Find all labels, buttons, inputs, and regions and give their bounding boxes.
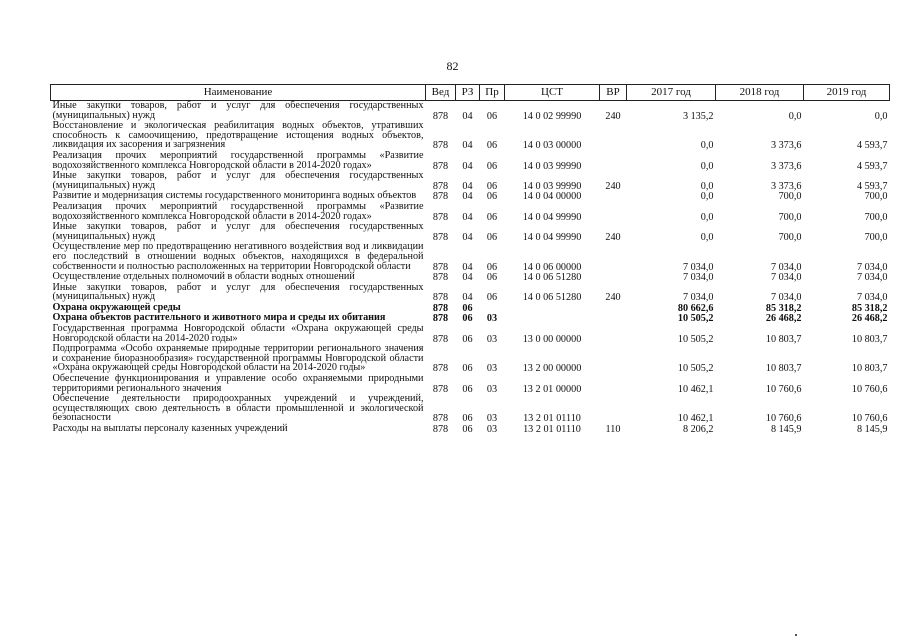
cell-name: Охрана окружающей среды — [52, 301, 181, 313]
table-row — [51, 121, 890, 151]
cell-cst: 14 0 04 99990 — [522, 211, 582, 223]
cell-cst: 13 0 00 00000 — [522, 333, 582, 345]
cell-rz: 06 — [462, 424, 473, 435]
page-number: 82 — [446, 59, 459, 73]
cell-2019: 7 034,0 — [856, 261, 888, 273]
cell-rz: 04 — [462, 191, 473, 203]
budget-table — [50, 84, 890, 435]
cell-2018: 3 373,6 — [770, 160, 802, 172]
cell-pr: 03 — [486, 363, 498, 375]
header-ved: Вед — [426, 85, 456, 101]
cell-cst: 14 0 02 99990 — [522, 110, 582, 122]
cell-ved: 878 — [432, 424, 449, 435]
cell-rz: 04 — [462, 272, 473, 284]
cell-vr — [600, 394, 627, 424]
cell-cst: 14 0 04 00000 — [522, 191, 582, 203]
cell-ved: 878 — [432, 313, 449, 325]
cell-2018: 0,0 — [788, 110, 802, 122]
cell-2019: 7 034,0 — [856, 292, 888, 304]
cell-2017: 10 505,2 — [677, 363, 714, 375]
cell-name: Охрана объектов растительного и животного мира и среды их обитания — [52, 312, 386, 324]
cell-ved: 878 — [432, 413, 449, 425]
cell-ved: 878 — [432, 211, 449, 223]
cell-pr: 06 — [486, 160, 498, 172]
cell-2018: 10 760,6 — [765, 413, 802, 425]
cell-vr: 110 — [605, 424, 621, 435]
cell-rz: 06 — [462, 333, 473, 345]
cell-pr: 06 — [486, 231, 498, 243]
cell-cst: 13 2 01 01110 — [523, 413, 581, 425]
cell-name: Обеспечение функционирования и управление особо охраняемыми природными территориями регионального значения — [52, 373, 424, 394]
cell-rz: 04 — [462, 261, 473, 273]
cell-2018: 26 468,2 — [765, 313, 802, 325]
table-row — [51, 424, 890, 435]
cell-name: Осуществление отдельных полномочий в области водных отношений — [52, 271, 355, 283]
cell-2018: 7 034,0 — [770, 272, 802, 284]
cell-pr: 06 — [486, 140, 498, 152]
table-row — [51, 101, 890, 122]
cell-vr — [600, 344, 627, 374]
cell-pr: 06 — [486, 292, 498, 304]
cell-ved: 878 — [432, 292, 449, 304]
cell-cst: 14 0 06 51280 — [522, 292, 582, 304]
cell-2019: 26 468,2 — [851, 313, 888, 325]
cell-rz: 06 — [462, 302, 473, 314]
cell-vr — [600, 324, 627, 344]
cell-rz: 04 — [462, 110, 473, 122]
cell-2017: 3 135,2 — [682, 110, 714, 122]
cell-rz: 04 — [462, 211, 473, 223]
cell-2019: 4 593,7 — [856, 140, 888, 152]
cell-vr: 240 — [605, 292, 621, 304]
cell-cst: 13 2 01 01110 — [523, 424, 581, 435]
table-row — [51, 202, 890, 222]
cell-2018: 85 318,2 — [765, 302, 802, 314]
table-body — [51, 101, 890, 435]
header-2018: 2018 год — [716, 85, 804, 101]
cell-2018: 8 145,9 — [770, 424, 802, 435]
cell-2017: 8 206,2 — [682, 424, 714, 435]
cell-2017: 10 505,2 — [677, 333, 714, 345]
header-2017: 2017 год — [627, 85, 716, 101]
cell-2019: 10 803,7 — [851, 363, 888, 375]
cell-2017: 10 505,2 — [677, 313, 714, 325]
cell-ved: 878 — [432, 272, 449, 284]
cell-pr: 03 — [486, 333, 498, 345]
cell-2018: 10 803,7 — [765, 363, 802, 375]
cell-2018: 700,0 — [778, 211, 802, 223]
cell-rz: 04 — [462, 140, 473, 152]
cell-2017: 10 462,1 — [677, 413, 714, 425]
cell-cst: 14 0 03 99990 — [522, 180, 582, 192]
cell-ved: 878 — [432, 140, 449, 152]
cell-2019: 10 803,7 — [851, 333, 888, 345]
cell-ved: 878 — [432, 180, 449, 192]
cell-name: Осуществление мер по предотвращению негативного воздействия вод и ликвидации его последствий в отношении водных объектов, находящихся в федеральной собственности и полностью расположенных на территории Новгородской области — [52, 241, 424, 272]
cell-2018: 10 803,7 — [765, 333, 802, 345]
cell-vr — [600, 374, 627, 394]
cell-2018: 3 373,6 — [770, 140, 802, 152]
cell-2019: 8 145,9 — [856, 424, 888, 435]
cell-2018: 700,0 — [778, 191, 802, 203]
cell-2019: 85 318,2 — [851, 302, 888, 314]
header-2019: 2019 год — [804, 85, 890, 101]
cell-vr — [600, 151, 627, 171]
cell-vr — [600, 242, 627, 272]
cell-cst: 13 2 01 00000 — [522, 383, 582, 395]
cell-vr — [600, 202, 627, 222]
table-row — [51, 374, 890, 394]
header-vr: ВР — [600, 85, 627, 101]
cell-2017: 0,0 — [700, 180, 714, 192]
cell-2017: 0,0 — [700, 140, 714, 152]
cell-name: Реализация прочих мероприятий государственной программы «Развитие водохозяйственного комплекса Новгородской области в 2014-2020 годах» — [52, 149, 424, 171]
cell-cst: 14 0 03 00000 — [522, 140, 582, 152]
cell-2019: 700,0 — [864, 211, 888, 223]
cell-2017: 0,0 — [700, 211, 714, 223]
scan-mark — [795, 634, 797, 636]
cell-cst: 14 0 06 00000 — [522, 261, 582, 273]
cell-2019: 700,0 — [864, 231, 888, 243]
cell-pr: 06 — [486, 110, 498, 122]
cell-2019: 0,0 — [874, 110, 888, 122]
cell-2017: 7 034,0 — [682, 272, 714, 284]
cell-2019: 4 593,7 — [856, 160, 888, 172]
cell-vr — [600, 303, 627, 314]
cell-pr: 06 — [486, 272, 498, 284]
cell-2017: 7 034,0 — [682, 261, 714, 273]
cell-name: Иные закупки товаров, работ и услуг для обеспечения государственных (муниципальных) нужд — [52, 281, 424, 303]
cell-2017: 10 462,1 — [677, 383, 714, 395]
cell-2018: 3 373,6 — [770, 180, 802, 192]
cell-ved: 878 — [432, 333, 449, 345]
cell-2017: 80 662,6 — [677, 302, 714, 314]
cell-name: Иные закупки товаров, работ и услуг для обеспечения государственных (муниципальных) нужд — [52, 100, 424, 121]
table-row — [51, 151, 890, 171]
header-name: Наименование — [51, 85, 426, 101]
cell-name: Подпрограмма «Особо охраняемые природные территории регионального значения и сохранение биоразнообразия» государственной программы Новгородской области «Охрана окружающей среды Новгородской области на 2014-2020 годы» — [52, 343, 424, 374]
table-row — [51, 171, 890, 191]
cell-rz: 06 — [462, 413, 473, 425]
cell-pr: 06 — [486, 191, 498, 203]
cell-name: Обеспечение деятельности природоохранных учреждений и учреждений, осуществляющих свою деятельность в области промышленной и экологической безопасности — [52, 393, 424, 424]
cell-pr: 03 — [486, 413, 498, 425]
header-cst: ЦСТ — [505, 85, 600, 101]
cell-2019: 7 034,0 — [856, 272, 888, 284]
cell-pr — [480, 303, 505, 314]
cell-name: Реализация прочих мероприятий государственной программы «Развитие водохозяйственного комплекса Новгородской области в 2014-2020 годах» — [52, 200, 424, 222]
cell-pr: 06 — [486, 211, 498, 223]
cell-name: Государственная программа Новгородской области «Охрана окружающей среды Новгородской области на 2014-2020 годы» — [52, 323, 424, 344]
cell-pr: 03 — [486, 313, 498, 325]
cell-pr: 06 — [486, 180, 498, 192]
cell-2019: 10 760,6 — [851, 383, 888, 395]
cell-rz: 04 — [462, 292, 473, 304]
cell-cst — [505, 303, 600, 314]
table-header-row — [51, 85, 890, 101]
cell-vr — [600, 191, 627, 202]
cell-vr: 240 — [605, 180, 621, 192]
table-row — [51, 242, 890, 272]
cell-pr: 03 — [486, 424, 498, 435]
cell-vr: 240 — [605, 231, 621, 243]
cell-ved: 878 — [432, 261, 449, 273]
cell-name: Иные закупки товаров, работ и услуг для обеспечения государственных (муниципальных) нужд — [52, 170, 424, 191]
cell-rz: 06 — [462, 383, 473, 395]
cell-ved: 878 — [432, 383, 449, 395]
cell-vr: 240 — [605, 110, 621, 122]
cell-2018: 7 034,0 — [770, 292, 802, 304]
cell-name: Расходы на выплаты персоналу казенных учреждений — [52, 423, 288, 434]
table-row — [51, 324, 890, 344]
cell-cst: 13 2 00 00000 — [522, 363, 582, 375]
cell-ved: 878 — [432, 231, 449, 243]
cell-ved: 878 — [432, 160, 449, 172]
cell-2019: 4 593,7 — [856, 180, 888, 192]
cell-rz: 04 — [462, 231, 473, 243]
cell-ved: 878 — [432, 191, 449, 203]
cell-pr: 03 — [486, 383, 498, 395]
cell-cst: 14 0 06 51280 — [522, 272, 582, 284]
table-row — [51, 283, 890, 303]
cell-rz: 04 — [462, 180, 473, 192]
cell-vr — [600, 121, 627, 151]
cell-rz: 06 — [462, 313, 473, 325]
cell-2019: 10 760,6 — [851, 413, 888, 425]
cell-vr — [600, 272, 627, 283]
cell-vr — [600, 313, 627, 324]
cell-rz: 06 — [462, 363, 473, 375]
cell-2017: 0,0 — [700, 191, 714, 203]
cell-cst: 14 0 04 99990 — [522, 231, 582, 243]
cell-ved: 878 — [432, 363, 449, 375]
table-row — [51, 344, 890, 374]
header-pr: Пр — [480, 85, 505, 101]
cell-cst — [505, 313, 600, 324]
cell-2019: 700,0 — [864, 191, 888, 203]
cell-ved: 878 — [432, 302, 449, 314]
cell-2018: 10 760,6 — [765, 383, 802, 395]
cell-2018: 700,0 — [778, 231, 802, 243]
header-rz: РЗ — [456, 85, 480, 101]
cell-2017: 0,0 — [700, 231, 714, 243]
cell-2018: 7 034,0 — [770, 261, 802, 273]
cell-name: Иные закупки товаров, работ и услуг для обеспечения государственных (муниципальных) нужд — [52, 221, 424, 242]
cell-ved: 878 — [432, 110, 449, 122]
table-row — [51, 222, 890, 242]
table-row — [51, 394, 890, 424]
cell-name: Развитие и модернизация системы государственного мониторинга водных объектов — [52, 190, 417, 202]
cell-cst: 14 0 03 99990 — [522, 160, 582, 172]
cell-2017: 7 034,0 — [682, 292, 714, 304]
cell-2017: 0,0 — [700, 160, 714, 172]
cell-pr: 06 — [486, 261, 498, 273]
cell-name: Восстановление и экологическая реабилитация водных объектов, утративших способность к самоочищению, предотвращение истощения водных объектов, ликвидация их засорения и загрязнения — [52, 120, 424, 151]
cell-rz: 04 — [462, 160, 473, 172]
